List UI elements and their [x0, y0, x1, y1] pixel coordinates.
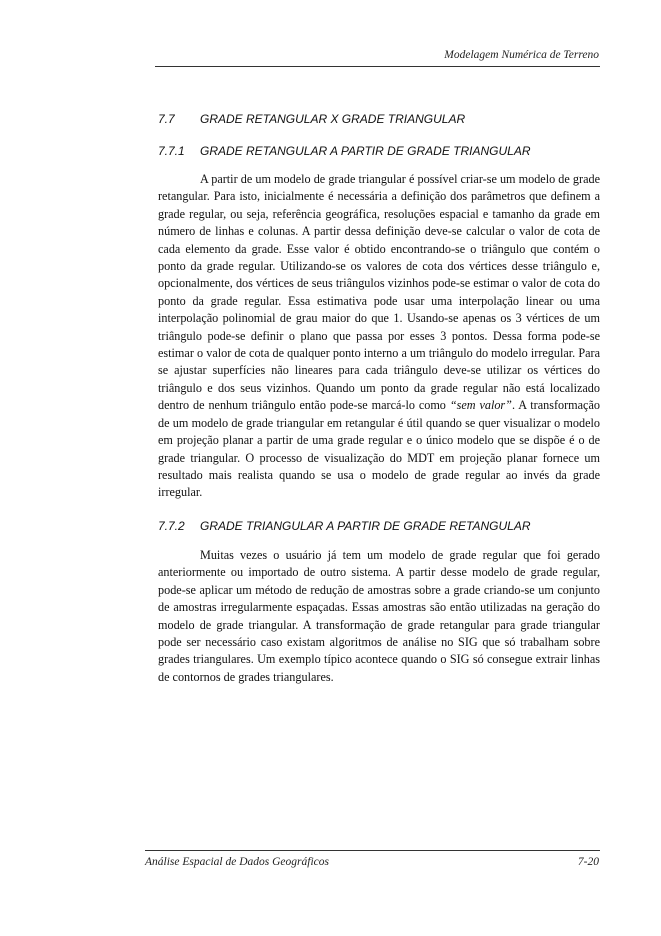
section-heading-7-7-1 — [158, 144, 531, 158]
section-title: GRADE TRIANGULAR A PARTIR DE GRADE RETANGULAR — [200, 519, 531, 533]
section-heading-7-7 — [158, 112, 465, 126]
section-title: GRADE RETANGULAR A PARTIR DE GRADE TRIANGULAR — [200, 144, 531, 158]
paragraph-grade-triangular: Muitas vezes o usuário já tem um modelo de grade regular que foi gerado anteriormente ou importado de outro sistema. A partir desse modelo de grade regular, pode-se aplicar um método de redução de amostras sobre a grade criando-se um conjunto de amostras irregularmente espaçadas. Essas amostras são então utilizadas na geração do modelo de grade triangular. A transformação de grade retangular para grade triangular pode ser necessário caso existam algoritmos de análise no SIG que só trabalham sobre grades triangulares. Um exemplo típico acontece quando o SIG só consegue extrair linhas de contornos de grades triangulares. — [158, 548, 600, 684]
section-title: GRADE RETANGULAR X GRADE TRIANGULAR — [200, 112, 466, 126]
page-number: 7-20 — [577, 856, 599, 868]
paragraph-text: A partir de um modelo de grade triangular é possível criar-se um modelo de grade retangular. Para isto, inicialmente é necessária a definição dos parâmetros que definem a grade regular, ou seja, referência geográfica, resoluções espacial e tamanho da grade em número de linhas e colunas. A partir dessa definição deve-se calcular o valor de cota de cada elemento da grade. Esse valor é obtido encontrando-se o triângulo que contém o ponto da grade regular. Utilizando-se os valores de cota dos vértices desse triângulo e, opcionalmente, dos vértices de seus triângulos vizinhos pode-se estimar o valor de cota do ponto da grade regular. Essa estimativa pode usar uma interpolação linear ou uma interpolação polinomial de grau maior do que 1. Usando-se apenas os 3 vértices de um triângulo pode-se definir o plano que passa por esses 3 pontos. Dessa forma pode-se estimar o valor de cota de qualquer ponto interno a um triângulo do modelo irregular. Para se ajustar superfícies não lineares para cada triângulo deve-se utilizar os vértices do triângulo e dos seus vizinhos. Quando um ponto da grade regular não está localizado dentro de nenhum triângulo então pode-se marcá-lo como — [158, 172, 600, 413]
section-number: 7.7 — [158, 112, 175, 126]
footer-book-title: Análise Espacial de Dados Geográficos — [145, 856, 329, 868]
footer-rule — [145, 850, 600, 851]
section-number: 7.7.2 — [158, 519, 185, 533]
paragraph-text: . A transformação de um modelo de grade triangular em retangular é útil quando se quer visualizar o modelo em projeção planar a partir de uma grade regular e o único modelo que se dispõe é o de grade triangular. O processo de visualização do MDT em projeção planar fornece um resultado mais realista quando se usa o modelo de grade regular ao invés da grade irregular. — [158, 398, 600, 500]
paragraph-grade-retangular — [158, 171, 600, 502]
section-number: 7.7.1 — [158, 144, 185, 158]
section-heading-7-7-2 — [158, 519, 531, 533]
running-header: Modelagem Numérica de Terreno — [444, 49, 599, 61]
emphasis-text: “sem valor” — [449, 398, 512, 413]
header-rule — [155, 66, 600, 67]
